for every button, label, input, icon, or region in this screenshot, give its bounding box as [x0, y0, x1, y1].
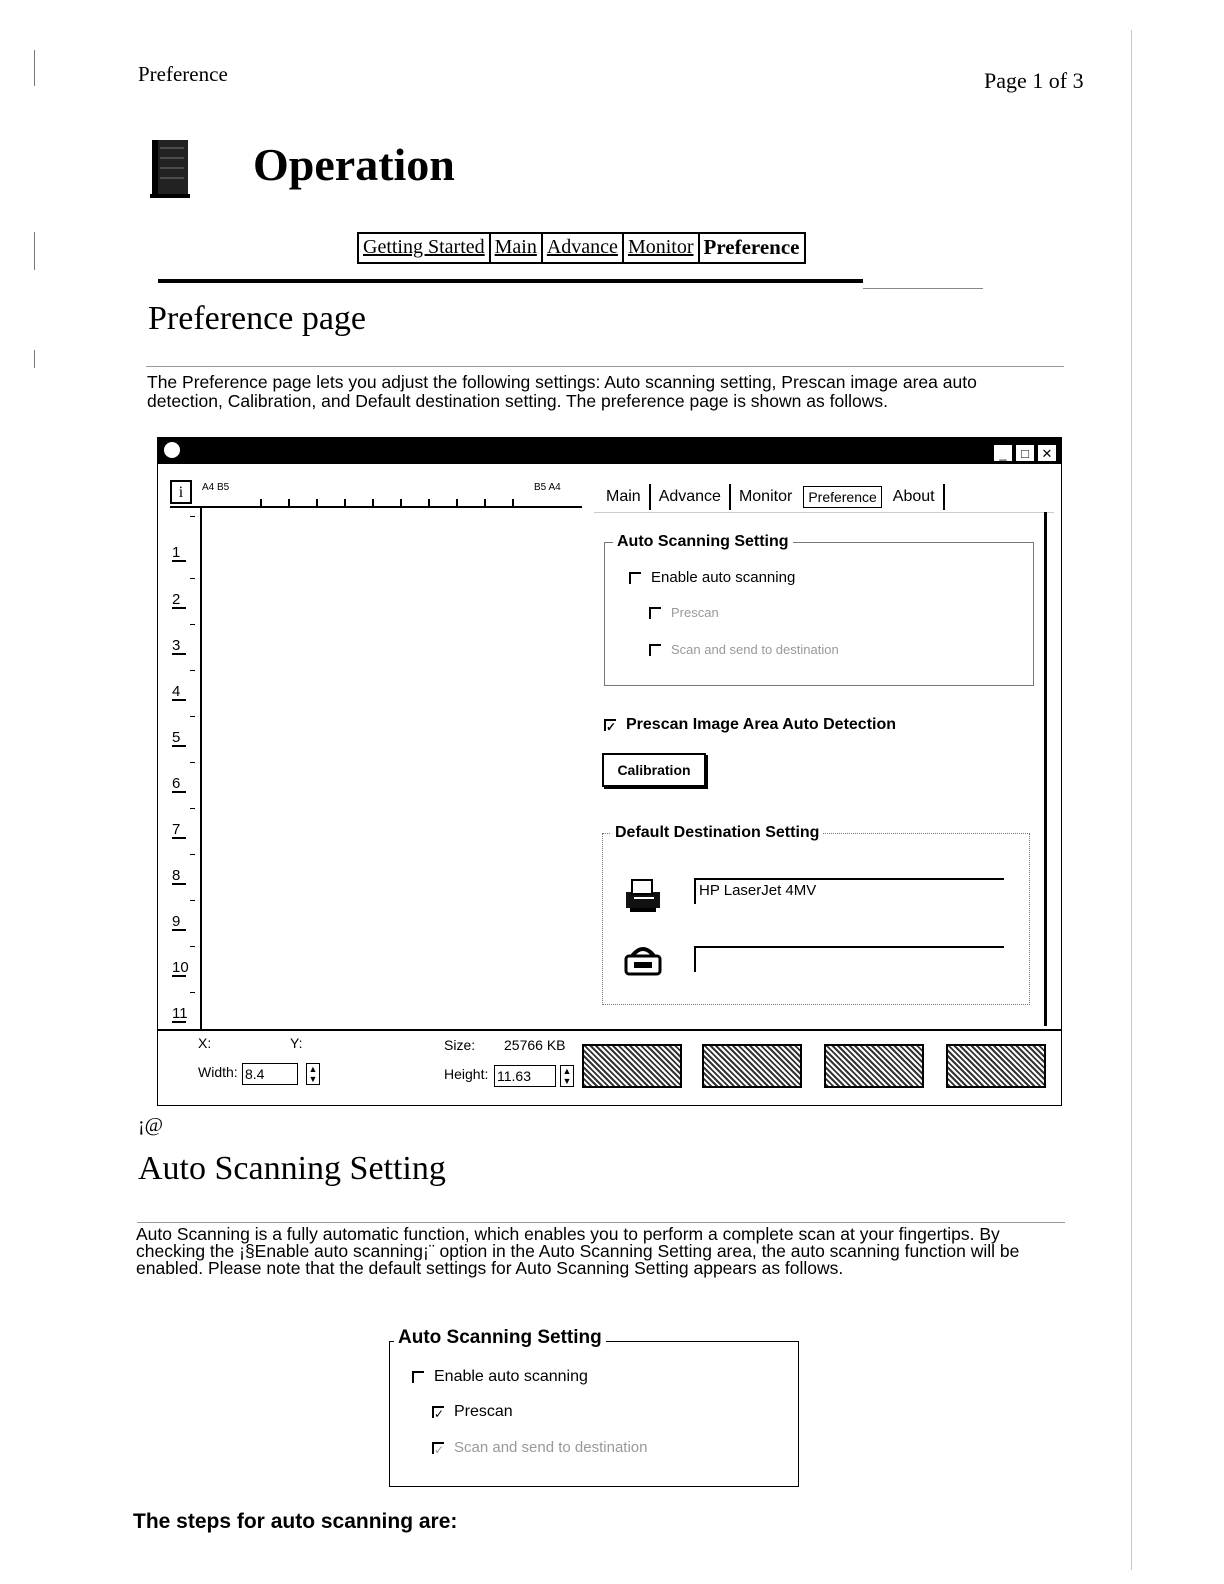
ruler-number: 3 — [172, 639, 186, 655]
divider — [863, 288, 983, 289]
exit-button[interactable] — [946, 1044, 1046, 1088]
panel-divider — [594, 512, 1054, 513]
maximize-icon[interactable]: □ — [1015, 444, 1035, 462]
prescan-button[interactable] — [582, 1044, 682, 1088]
group-title: Auto Scanning Setting — [613, 532, 793, 552]
tab-preference[interactable]: Preference — [803, 486, 881, 508]
horizontal-ruler — [170, 480, 582, 508]
ruler-number: 8 — [172, 869, 186, 885]
size-label: Size: — [444, 1037, 476, 1053]
group-title: Auto Scanning Setting — [394, 1328, 606, 1348]
printer-destination-field[interactable]: HP LaserJet 4MV — [694, 878, 1004, 904]
divider — [146, 366, 1064, 367]
nav-preference[interactable]: Preference — [703, 235, 800, 259]
ruler-number: 6 — [172, 777, 186, 793]
ruler-number: 5 — [172, 731, 186, 747]
close-icon[interactable]: ✕ — [1037, 444, 1057, 462]
tab-monitor[interactable]: Monitor — [738, 488, 793, 505]
panel-edge — [1044, 512, 1047, 1026]
minimize-icon[interactable]: _ — [993, 444, 1013, 462]
scan-send-checkbox[interactable]: ✓ Scan and send to destination — [432, 1439, 647, 1456]
section-heading: Auto Scanning Setting — [138, 1150, 446, 1187]
help-button[interactable] — [824, 1044, 924, 1088]
tab-advance[interactable]: Advance — [651, 484, 731, 510]
window-controls — [993, 444, 1057, 462]
size-value: 25766 KB — [504, 1037, 566, 1053]
ruler-number: 10 — [172, 959, 189, 976]
section-paragraph: The Preference page lets you adjust the following settings: Auto scanning setting, Prescan image area auto detection, Calibration, and Default destination setting. The preference page is shown as follows. — [147, 372, 977, 411]
height-label: Height: — [444, 1066, 489, 1082]
enable-auto-scanning-checkbox[interactable]: Enable auto scanning — [629, 569, 795, 586]
ruler-number: 9 — [172, 915, 186, 931]
section-nav — [357, 232, 806, 264]
divider — [158, 279, 863, 283]
width-label: Width: — [198, 1064, 238, 1080]
paper-size-marker: A4 B5 — [202, 482, 230, 493]
page-title: Operation — [253, 139, 455, 190]
width-stepper[interactable]: ▲ ▼ — [306, 1063, 320, 1085]
header-title: Preference — [138, 62, 228, 86]
ruler-number: 11 — [172, 1005, 188, 1022]
prescan-checkbox[interactable]: Prescan — [649, 605, 719, 620]
caption-mark: ¡@ — [138, 1114, 164, 1136]
printer-icon — [622, 874, 664, 914]
scan-button[interactable] — [702, 1044, 802, 1088]
ruler-number: 7 — [172, 823, 186, 839]
default-destination-group — [602, 824, 1030, 1005]
x-coordinate-label: X: — [198, 1035, 212, 1051]
paper-size-marker: B5 A4 — [534, 482, 561, 493]
ruler-number: 1 — [172, 546, 186, 562]
scanner-window — [157, 437, 1062, 1106]
app-icon — [164, 442, 180, 458]
calibration-button[interactable]: Calibration — [602, 753, 706, 787]
ruler-number: 4 — [172, 685, 186, 701]
window-tabs — [598, 484, 945, 510]
section-paragraph: Auto Scanning is a fully automatic function, which enables you to perform a complete scan at your fingertips. By checking the ¡§Enable auto scanning¡¨ option in the Auto Scanning Setting area, the auto scanning function will be enabled. Please note that the default settings for Auto Scanning Setting appears as follows. — [136, 1224, 1020, 1278]
auto-scanning-default-box — [389, 1327, 799, 1487]
fax-icon — [622, 940, 664, 980]
page-number: Page 1 of 3 — [984, 68, 1084, 93]
info-icon[interactable]: i — [170, 480, 192, 504]
steps-heading: The steps for auto scanning are: — [133, 1510, 458, 1533]
divider — [137, 1222, 1065, 1223]
y-coordinate-label: Y: — [290, 1035, 303, 1051]
height-stepper[interactable]: ▲ ▼ — [560, 1065, 574, 1087]
ruler-number: 2 — [172, 593, 186, 609]
tab-main[interactable]: Main — [598, 484, 651, 510]
height-input[interactable]: 11.63 — [494, 1065, 556, 1087]
status-divider — [158, 1029, 1061, 1031]
tab-about[interactable]: About — [885, 484, 945, 510]
section-heading: Preference page — [148, 300, 367, 337]
prescan-checkbox[interactable]: ✓ Prescan — [432, 1403, 513, 1421]
nav-monitor[interactable]: Monitor — [624, 234, 700, 262]
book-icon — [148, 138, 192, 200]
prescan-auto-detect-checkbox[interactable]: ✓ Prescan Image Area Auto Detection — [604, 716, 896, 734]
page-edge-rule — [1131, 30, 1132, 1570]
auto-scanning-group — [604, 533, 1034, 686]
nav-advance[interactable]: Advance — [543, 234, 624, 262]
nav-getting-started[interactable]: Getting Started — [359, 234, 491, 262]
window-titlebar — [158, 438, 1061, 464]
scan-send-checkbox[interactable]: Scan and send to destination — [649, 642, 839, 657]
enable-auto-scanning-checkbox[interactable]: Enable auto scanning — [412, 1368, 588, 1386]
vertical-ruler — [170, 508, 202, 1030]
fax-destination-field[interactable] — [694, 946, 1004, 972]
width-input[interactable]: 8.4 — [242, 1063, 298, 1085]
group-title: Default Destination Setting — [611, 823, 823, 843]
nav-main[interactable]: Main — [491, 234, 543, 262]
